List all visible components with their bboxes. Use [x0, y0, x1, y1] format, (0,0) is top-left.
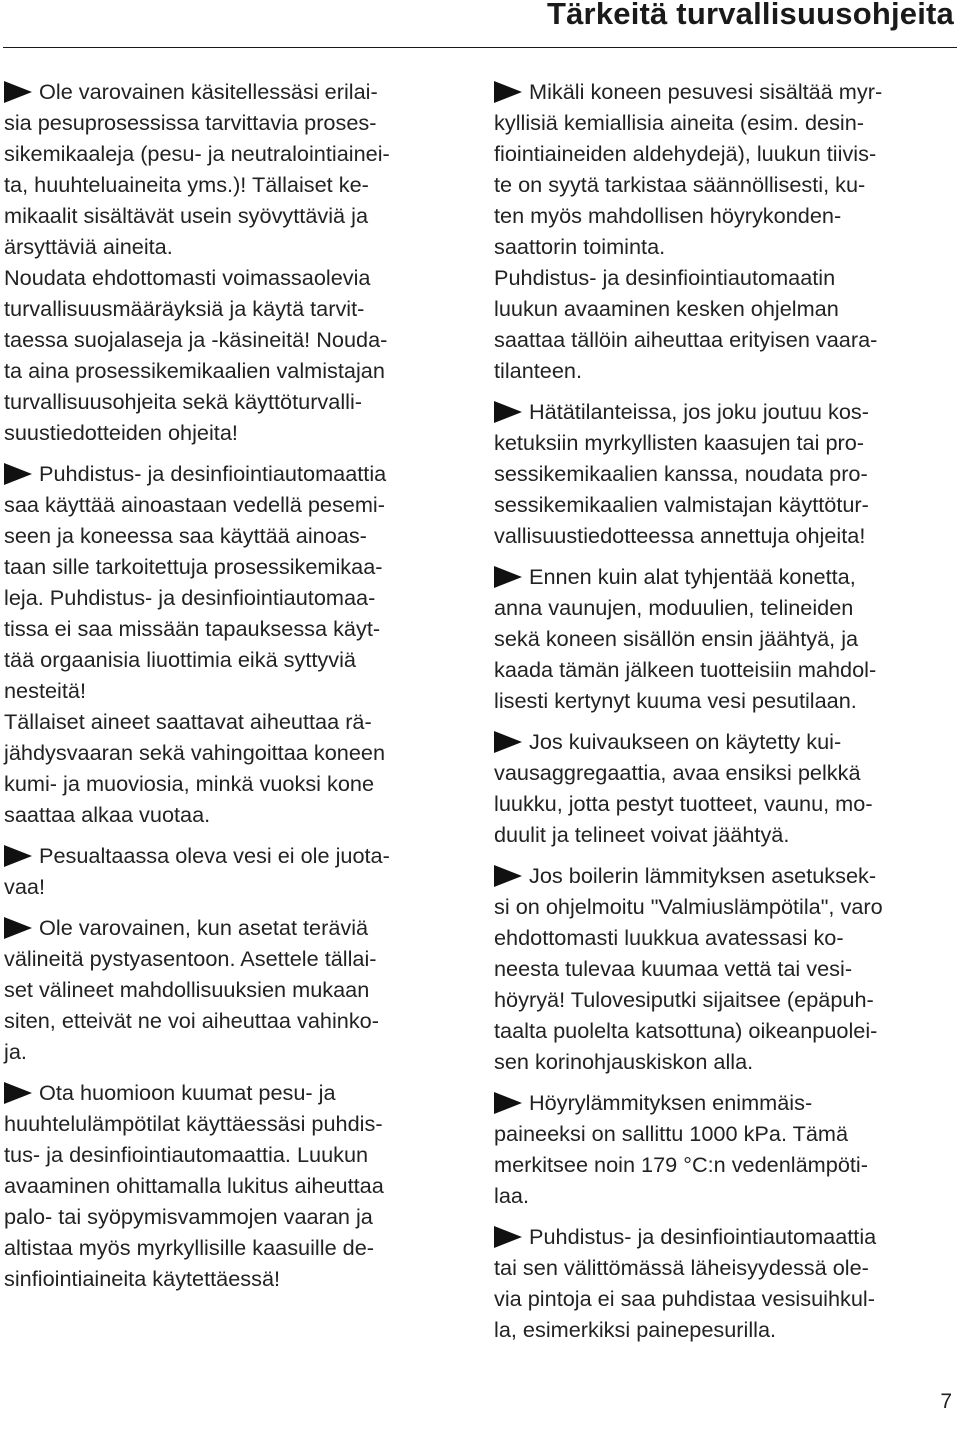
line-text: luukun avaaminen kesken ohjelman: [494, 296, 839, 321]
paragraph-line: [4, 138, 464, 169]
line-text: nesteitä!: [4, 678, 86, 703]
paragraph-line: [494, 169, 954, 200]
warning-arrow-icon: [494, 566, 522, 588]
paragraph-line: [4, 417, 464, 448]
line-text: ta aina prosessikemikaalien valmistajan: [4, 358, 385, 383]
paragraph-line: [494, 231, 954, 262]
paragraph-line: [4, 943, 464, 974]
line-text: altistaa myös myrkyllisille kaasuille de-: [4, 1235, 375, 1260]
paragraph-line: [494, 396, 954, 427]
paragraph-line: [494, 138, 954, 169]
paragraph-line: [494, 293, 954, 324]
header-divider: [3, 47, 957, 48]
warning-paragraph: [494, 561, 954, 716]
line-text: tai sen välittömässä läheisyydessä ole-: [494, 1255, 869, 1280]
paragraph-line: [494, 592, 954, 623]
paragraph-line: [494, 953, 954, 984]
line-text: ten myös mahdollisen höyrykonden-: [494, 203, 842, 228]
line-text: ketuksiin myrkyllisten kaasujen tai pro-: [494, 430, 865, 455]
warning-paragraph: [494, 860, 954, 1077]
paragraph-line: [494, 685, 954, 716]
line-text: Hätätilanteissa, jos joku joutuu kos-: [529, 399, 869, 424]
line-text: Noudata ehdottomasti voimassaolevia: [4, 265, 371, 290]
paragraph-line: [494, 860, 954, 891]
warning-paragraph: [4, 76, 464, 448]
warning-arrow-icon: [494, 401, 522, 423]
line-text: Ole varovainen, kun asetat teräviä: [39, 915, 369, 940]
line-text: Jos kuivaukseen on käytetty kui-: [529, 729, 842, 754]
paragraph-line: [4, 675, 464, 706]
paragraph-line: [4, 262, 464, 293]
line-text: laa.: [494, 1183, 529, 1208]
warning-paragraph: [4, 912, 464, 1067]
line-text: palo- tai syöpymisvammojen vaaran ja: [4, 1204, 373, 1229]
line-text: Puhdistus- ja desinfiointiautomaatin: [494, 265, 836, 290]
warning-arrow-icon: [494, 1226, 522, 1248]
paragraph-line: [494, 489, 954, 520]
line-text: si on ohjelmoitu "Valmiuslämpötila", varo: [494, 894, 883, 919]
line-text: Ennen kuin alat tyhjentää konetta,: [529, 564, 856, 589]
paragraph-line: [4, 1108, 464, 1139]
warning-arrow-icon: [4, 463, 32, 485]
paragraph-line: [494, 922, 954, 953]
line-text: Jos boilerin lämmityksen asetuksek-: [529, 863, 877, 888]
line-text: Höyrylämmityksen enimmäis-: [529, 1090, 813, 1115]
paragraph-line: [4, 386, 464, 417]
warning-paragraph: [494, 76, 954, 386]
line-text: anna vaunujen, moduulien, telineiden: [494, 595, 854, 620]
warning-arrow-icon: [494, 865, 522, 887]
line-text: neesta tulevaa kuumaa vettä tai vesi-: [494, 956, 853, 981]
line-text: Pesualtaassa oleva vesi ei ole juota-: [39, 843, 390, 868]
paragraph-line: [4, 613, 464, 644]
paragraph-line: [4, 76, 464, 107]
paragraph-line: [494, 200, 954, 231]
warning-arrow-icon: [4, 1082, 32, 1104]
line-text: Ole varovainen käsitellessäsi erilai-: [39, 79, 378, 104]
line-text: Tällaiset aineet saattavat aiheuttaa rä-: [4, 709, 372, 734]
line-text: suustiedotteiden ohjeita!: [4, 420, 238, 445]
warning-arrow-icon: [494, 731, 522, 753]
warning-arrow-icon: [494, 1092, 522, 1114]
warning-paragraph: [494, 396, 954, 551]
warning-paragraph: [4, 458, 464, 830]
paragraph-line: [494, 427, 954, 458]
paragraph-line: [494, 891, 954, 922]
paragraph-line: [4, 871, 464, 902]
paragraph-line: [4, 107, 464, 138]
line-text: via pintoja ei saa puhdistaa vesisuihkul-: [494, 1286, 875, 1311]
paragraph-line: [494, 1221, 954, 1252]
line-text: seen ja koneessa saa käyttää ainoas-: [4, 523, 367, 548]
paragraph-line: [4, 1139, 464, 1170]
paragraph-line: [494, 76, 954, 107]
line-text: avaaminen ohittamalla lukitus aiheuttaa: [4, 1173, 384, 1198]
line-text: paineeksi on sallittu 1000 kPa. Tämä: [494, 1121, 849, 1146]
paragraph-line: [4, 1005, 464, 1036]
line-text: höyryä! Tulovesiputki sijaitsee (epäpuh-: [494, 987, 874, 1012]
line-text: sikemikaaleja (pesu- ja neutralointiainei-: [4, 141, 390, 166]
line-text: saattorin toiminta.: [494, 234, 666, 259]
line-text: vallisuustiedotteessa annettuja ohjeita!: [494, 523, 866, 548]
paragraph-line: [494, 355, 954, 386]
paragraph-line: [494, 654, 954, 685]
paragraph-line: [4, 231, 464, 262]
line-text: saattaa alkaa vuotaa.: [4, 802, 211, 827]
paragraph-line: [494, 262, 954, 293]
line-text: duulit ja telineet voivat jäähtyä.: [494, 822, 790, 847]
line-text: sessikemikaalien kanssa, noudata pro-: [494, 461, 868, 486]
paragraph-line: [494, 458, 954, 489]
line-text: turvallisuusmääräyksiä ja käytä tarvit-: [4, 296, 365, 321]
left-column: [4, 76, 464, 1294]
paragraph-line: [4, 1263, 464, 1294]
paragraph-line: [494, 561, 954, 592]
line-text: ja.: [4, 1039, 27, 1064]
paragraph-line: [494, 623, 954, 654]
warning-paragraph: [4, 840, 464, 902]
line-text: sinfiointiaineita käytettäessä!: [4, 1266, 281, 1291]
line-text: tää orgaanisia liuottimia eikä syttyviä: [4, 647, 356, 672]
paragraph-line: [4, 200, 464, 231]
line-text: leja. Puhdistus- ja desinfiointiautomaa-: [4, 585, 376, 610]
paragraph-line: [494, 1118, 954, 1149]
paragraph-line: [4, 799, 464, 830]
line-text: taalta puolelta katsottuna) oikeanpuolei-: [494, 1018, 878, 1043]
paragraph-line: [494, 726, 954, 757]
paragraph-line: [494, 1015, 954, 1046]
paragraph-line: [4, 1077, 464, 1108]
paragraph-line: [494, 788, 954, 819]
line-text: jähdysvaaran sekä vahingoittaa koneen: [4, 740, 386, 765]
line-text: Puhdistus- ja desinfiointiautomaattia: [529, 1224, 877, 1249]
paragraph-line: [494, 1252, 954, 1283]
paragraph-line: [4, 737, 464, 768]
warning-paragraph: [494, 1221, 954, 1345]
paragraph-line: [494, 1149, 954, 1180]
paragraph-line: [4, 706, 464, 737]
line-text: taessa suojalaseja ja -käsineitä! Nouda-: [4, 327, 388, 352]
warning-arrow-icon: [494, 81, 522, 103]
page-number: 7: [940, 1390, 952, 1413]
warning-arrow-icon: [4, 81, 32, 103]
paragraph-line: [494, 819, 954, 850]
line-text: sen korinohjauskiskon alla.: [494, 1049, 754, 1074]
paragraph-line: [4, 355, 464, 386]
paragraph-line: [4, 1201, 464, 1232]
line-text: tilanteen.: [494, 358, 583, 383]
paragraph-line: [4, 324, 464, 355]
warning-paragraph: [4, 1077, 464, 1294]
line-text: kumi- ja muoviosia, minkä vuoksi kone: [4, 771, 375, 796]
line-text: sessikemikaalien valmistajan käyttötur-: [494, 492, 869, 517]
paragraph-line: [494, 324, 954, 355]
paragraph-line: [4, 912, 464, 943]
paragraph-line: [4, 169, 464, 200]
line-text: te on syytä tarkistaa säännöllisesti, ku-: [494, 172, 866, 197]
warning-paragraph: [494, 1087, 954, 1211]
paragraph-line: [4, 768, 464, 799]
paragraph-line: [4, 1232, 464, 1263]
page-title: Tärkeitä turvallisuusohjeita: [546, 0, 954, 31]
line-text: kyllisiä kemiallisia aineita (esim. desin-: [494, 110, 865, 135]
paragraph-line: [4, 458, 464, 489]
line-text: saa käyttää ainoastaan vedellä pesemi-: [4, 492, 385, 517]
warning-arrow-icon: [4, 917, 32, 939]
paragraph-line: [494, 984, 954, 1015]
line-text: ehdottomasti luukkua avatessasi ko-: [494, 925, 844, 950]
line-text: luukku, jotta pestyt tuotteet, vaunu, mo-: [494, 791, 873, 816]
paragraph-line: [494, 1046, 954, 1077]
paragraph-line: [4, 1170, 464, 1201]
warning-arrow-icon: [4, 845, 32, 867]
paragraph-line: [494, 1283, 954, 1314]
line-text: taan sille tarkoitettuja prosessikemikaa-: [4, 554, 383, 579]
line-text: ta, huuhteluaineita yms.)! Tällaiset ke-: [4, 172, 369, 197]
line-text: fiointiaineiden aldehydejä), luukun tiivis-: [494, 141, 877, 166]
line-text: välineitä pystyasentoon. Asettele tällai-: [4, 946, 377, 971]
line-text: kaada tämän jälkeen tuotteisiin mahdol-: [494, 657, 877, 682]
paragraph-line: [4, 974, 464, 1005]
line-text: siten, etteivät ne voi aiheuttaa vahinko-: [4, 1008, 379, 1033]
line-text: lisesti kertynyt kuuma vesi pesutilaan.: [494, 688, 857, 713]
line-text: mikaalit sisältävät usein syövyttäviä ja: [4, 203, 369, 228]
line-text: huuhtelulämpötilat käyttäessäsi puhdis-: [4, 1111, 383, 1136]
line-text: saattaa tällöin aiheuttaa erityisen vaara-: [494, 327, 878, 352]
line-text: sia pesuprosessissa tarvittavia proses-: [4, 110, 377, 135]
line-text: la, esimerkiksi painepesurilla.: [494, 1317, 777, 1342]
line-text: tissa ei saa missään tapauksessa käyt-: [4, 616, 381, 641]
line-text: ärsyttäviä aineita.: [4, 234, 173, 259]
paragraph-line: [4, 489, 464, 520]
line-text: merkitsee noin 179 °C:n vedenlämpöti-: [494, 1152, 868, 1177]
warning-paragraph: [494, 726, 954, 850]
line-text: tus- ja desinfiointiautomaattia. Luukun: [4, 1142, 369, 1167]
paragraph-line: [494, 1087, 954, 1118]
line-text: turvallisuusohjeita sekä käyttöturvalli-: [4, 389, 363, 414]
line-text: set välineet mahdollisuuksien mukaan: [4, 977, 370, 1002]
paragraph-line: [4, 293, 464, 324]
line-text: Mikäli koneen pesuvesi sisältää myr-: [529, 79, 883, 104]
right-column: [494, 76, 954, 1345]
paragraph-line: [4, 582, 464, 613]
paragraph-line: [494, 1314, 954, 1345]
paragraph-line: [4, 840, 464, 871]
line-text: sekä koneen sisällön ensin jäähtyä, ja: [494, 626, 859, 651]
paragraph-line: [494, 757, 954, 788]
line-text: vaa!: [4, 874, 45, 899]
paragraph-line: [4, 1036, 464, 1067]
line-text: Puhdistus- ja desinfiointiautomaattia: [39, 461, 387, 486]
paragraph-line: [4, 644, 464, 675]
line-text: vausaggregaattia, avaa ensiksi pelkkä: [494, 760, 861, 785]
paragraph-line: [4, 551, 464, 582]
paragraph-line: [4, 520, 464, 551]
paragraph-line: [494, 1180, 954, 1211]
line-text: Ota huomioon kuumat pesu- ja: [39, 1080, 336, 1105]
paragraph-line: [494, 107, 954, 138]
paragraph-line: [494, 520, 954, 551]
